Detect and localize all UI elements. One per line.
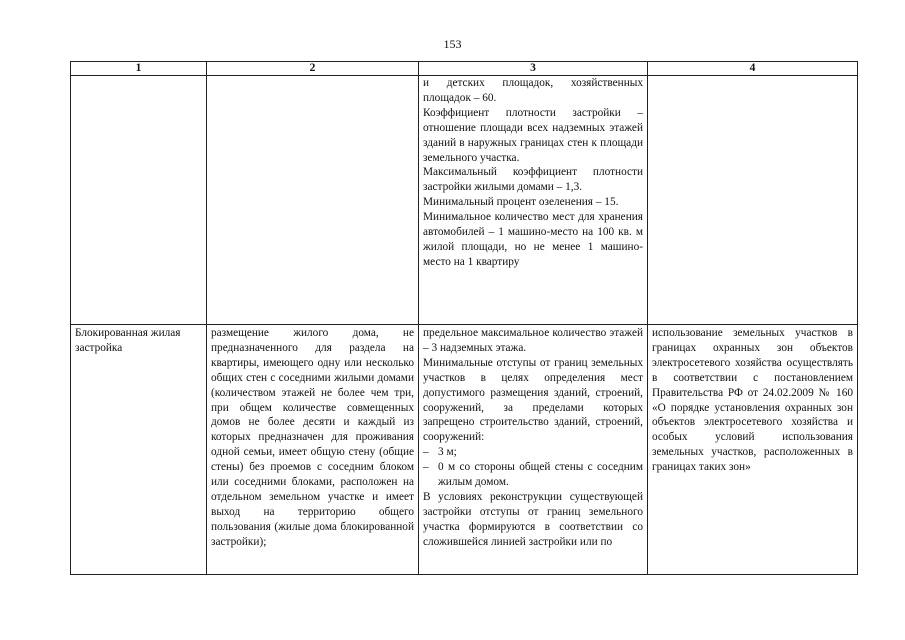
header-col-2: 2 (207, 62, 419, 76)
paragraph: и детских площадок, хозяйственных площадок – 60. (423, 77, 643, 104)
paragraph: Максимальный коэффициент плотности застройки жилыми домами – 1,3. (423, 166, 643, 194)
regulations-table (70, 61, 858, 575)
table-header-row (71, 62, 858, 76)
list-item-text: 0 м со стороны общей стены с соседним жилым домом. (438, 461, 643, 489)
list-item (423, 460, 643, 490)
cell-r2-c3 (419, 325, 648, 575)
cell-r2-c2: размещение жилого дома, не предназначенного для раздела на квартиры, имеющего одну или несколько общих стен с соседними жилыми домами (количеством этажей не более чем три, при общем количестве совмещенных домов не более десяти и каждый из которых предназначен для проживания одной семьи, имеет общую стену (общие стены) без проемов с соседним блоком или соседними блоками, расположен на отдельном земельном участке и имеет выход на территорию общего пользования (жилые дома блокированной застройки); (207, 325, 419, 575)
paragraph: Минимальный процент озеленения – 15. (423, 196, 619, 209)
cell-r1-c2 (207, 76, 419, 325)
paragraph: В условиях реконструкции существующей застройки отступы от границ земельного участка формируются в соответствии со сложившейся линией застройки или по (423, 490, 643, 548)
page-number: 153 (443, 37, 462, 51)
paragraph: Минимальные отступы от границ земельных участков в целях определения мест допустимого размещения зданий, строений, сооружений, за пределами которых запрещено строительство зданий, строений, сооружений: (423, 356, 643, 444)
list-item-text: 3 м; (438, 446, 457, 459)
cell-r1-c4 (648, 76, 858, 325)
table-row (71, 325, 858, 575)
cell-r2-c4: использование земельных участков в границах охранных зон объектов электросетевого хозяйства осуществлять в соответствии с постановлением Правительства РФ от 24.02.2009 № 160 «О порядке установления охранных зон объектов электросетевого хозяйства и особых условий использования земельных участков, расположенных в границах таких зон» (648, 325, 858, 575)
header-col-4: 4 (648, 62, 858, 76)
cell-r2-c1: Блокированная жилая застройка (71, 325, 207, 575)
list-item (423, 445, 643, 460)
paragraph: Коэффициент плотности застройки – отношение площади всех надземных этажей зданий в наружных границах стен к площади земельного участка. (423, 106, 643, 164)
cell-r1-c1 (71, 76, 207, 325)
list-dash: – (423, 461, 429, 474)
paragraph: Минимальное количество мест для хранения автомобилей – 1 машино-место на 100 кв. м жилой площади, но не менее 1 машино-место на 1 квартиру (423, 211, 643, 268)
paragraph: предельное максимальное количество этажей – 3 надземных этажа. (423, 327, 643, 354)
list-dash: – (423, 446, 429, 459)
cell-r1-c3 (419, 76, 648, 325)
table-row (71, 76, 858, 325)
header-col-3: 3 (419, 62, 648, 76)
header-col-1: 1 (71, 62, 207, 76)
